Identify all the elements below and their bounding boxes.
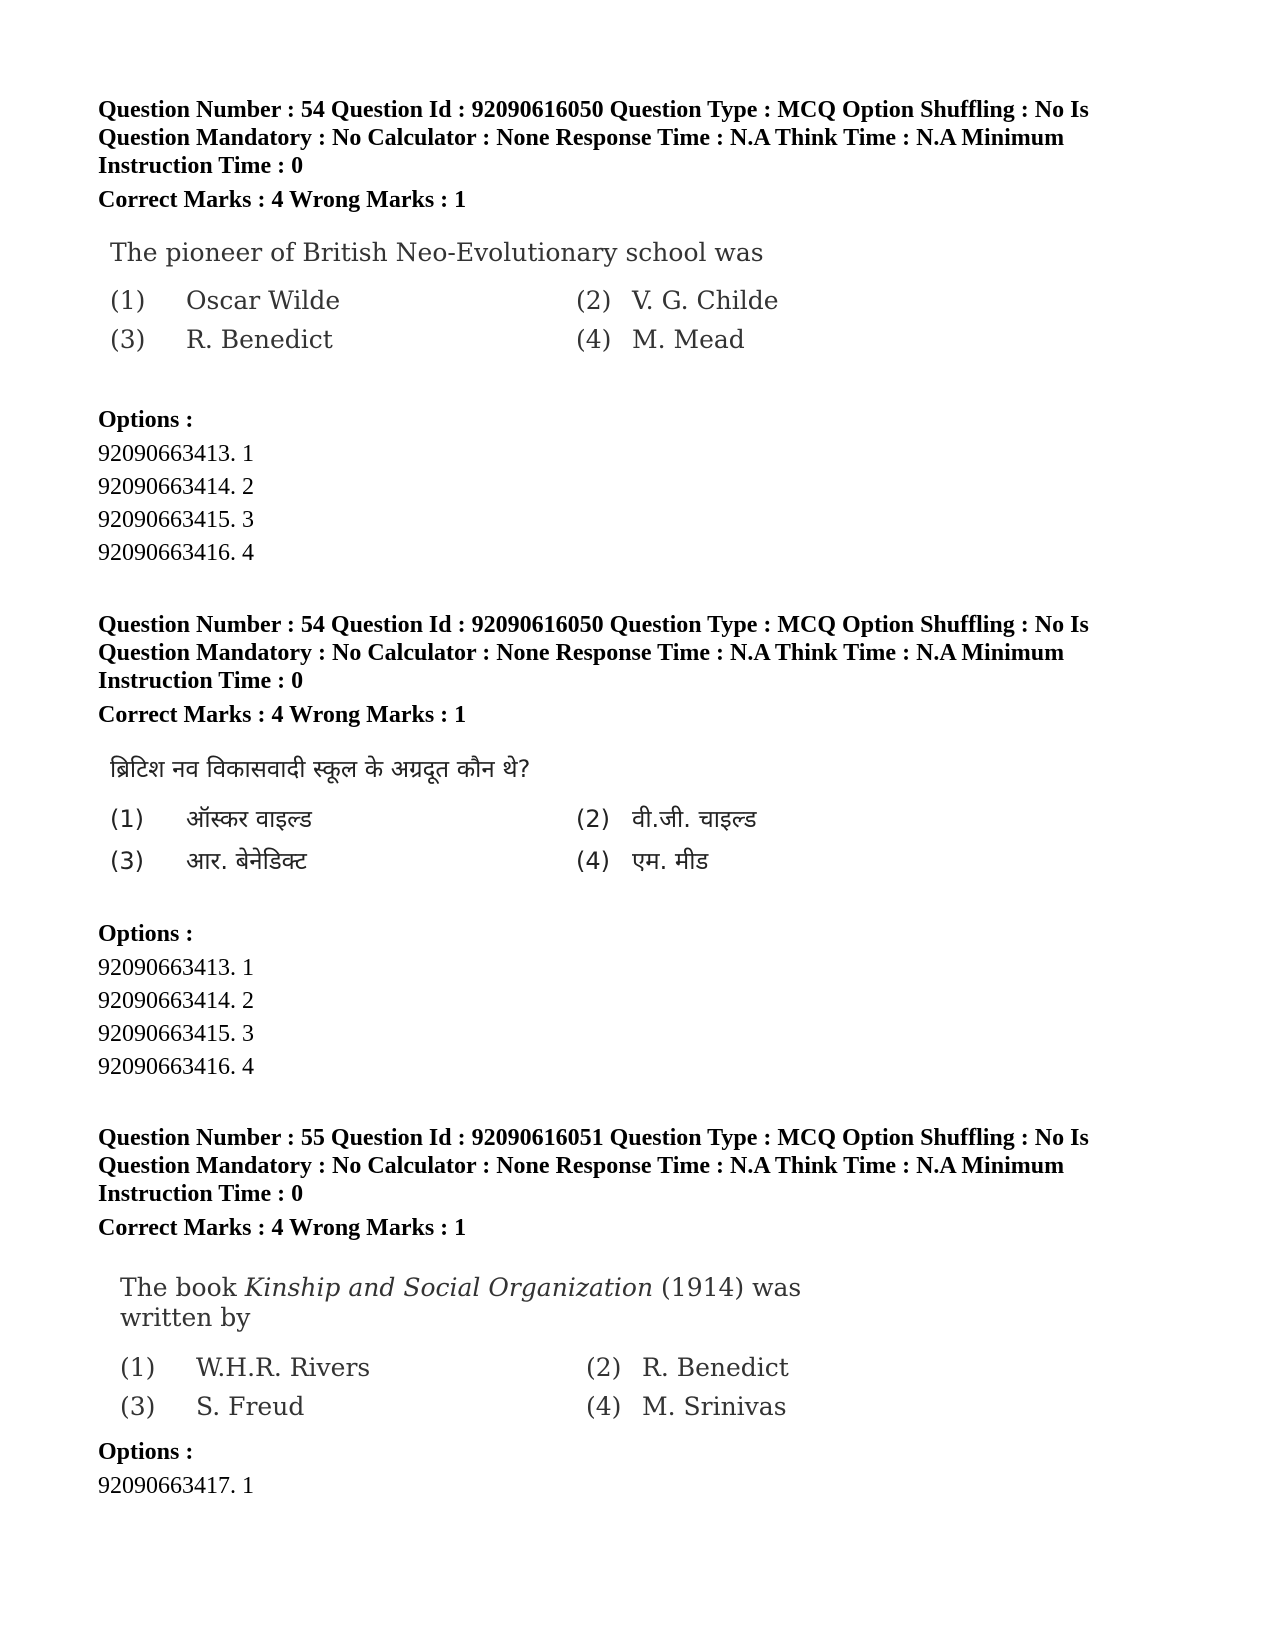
options-label: Options : <box>98 407 194 433</box>
option-id: 92090663417. 1 <box>98 1473 254 1499</box>
question-body-2 <box>110 754 870 888</box>
marks-line: Correct Marks : 4 Wrong Marks : 1 <box>98 702 467 728</box>
choice-grid <box>110 286 870 370</box>
question-header-1 <box>98 96 1188 214</box>
option-id: 92090663415. 3 <box>98 1021 254 1047</box>
choice-2: (2) V. G. Childe <box>576 286 779 315</box>
marks-line: Correct Marks : 4 Wrong Marks : 1 <box>98 1215 467 1241</box>
question-meta-line3: Instruction Time : 0 <box>98 668 304 694</box>
question-meta-line3: Instruction Time : 0 <box>98 153 304 179</box>
option-id: 92090663416. 4 <box>98 540 254 566</box>
choice-4: (4) M. Srinivas <box>586 1392 787 1421</box>
question-text: ब्रिटिश नव विकासवादी स्कूल के अग्रदूत कौन थे? <box>110 755 531 783</box>
choice-1: (1) W.H.R. Rivers <box>120 1353 371 1382</box>
options-label: Options : <box>98 1439 194 1465</box>
question-meta-line1: Question Number : 54 Question Id : 92090616050 Question Type : MCQ Option Shuffling : No Is <box>98 612 1089 638</box>
question-meta-line1: Question Number : 55 Question Id : 92090616051 Question Type : MCQ Option Shuffling : No Is <box>98 1125 1089 1151</box>
option-id: 92090663415. 3 <box>98 507 254 533</box>
choice-1: (1) ऑस्कर वाइल्ड <box>110 805 312 833</box>
choice-1: (1) Oscar Wilde <box>110 286 341 315</box>
choice-4: (4) एम. मीड <box>576 847 709 875</box>
option-id: 92090663416. 4 <box>98 1054 254 1080</box>
book-title: Kinship and Social Organization <box>244 1273 654 1302</box>
choice-3: (3) S. Freud <box>120 1392 305 1421</box>
question-text: The pioneer of British Neo-Evolutionary school was <box>110 238 764 267</box>
question-text: The book Kinship and Social Organization (1914) was written by <box>120 1273 802 1332</box>
choice-3: (3) आर. बेनेडिक्ट <box>110 847 307 875</box>
option-id: 92090663414. 2 <box>98 474 254 500</box>
question-header-3 <box>98 1124 1188 1242</box>
question-meta-line2: Question Mandatory : No Calculator : None Response Time : N.A Think Time : N.A Minimum <box>98 1153 1065 1179</box>
question-body-1 <box>110 238 870 370</box>
question-meta-line3: Instruction Time : 0 <box>98 1181 304 1207</box>
choice-3: (3) R. Benedict <box>110 325 333 354</box>
question-meta-line1: Question Number : 54 Question Id : 92090616050 Question Type : MCQ Option Shuffling : No Is <box>98 97 1089 123</box>
question-header-2 <box>98 611 1188 729</box>
choice-grid <box>110 804 870 888</box>
choice-2: (2) R. Benedict <box>586 1353 789 1382</box>
question-meta-line2: Question Mandatory : No Calculator : None Response Time : N.A Think Time : N.A Minimum <box>98 125 1065 151</box>
question-body-3 <box>120 1273 880 1437</box>
option-id: 92090663413. 1 <box>98 955 254 981</box>
choice-grid <box>120 1353 880 1437</box>
choice-4: (4) M. Mead <box>576 325 745 354</box>
question-meta-line2: Question Mandatory : No Calculator : None Response Time : N.A Think Time : N.A Minimum <box>98 640 1065 666</box>
option-id: 92090663413. 1 <box>98 441 254 467</box>
marks-line: Correct Marks : 4 Wrong Marks : 1 <box>98 187 467 213</box>
choice-2: (2) वी.जी. चाइल्ड <box>576 805 757 833</box>
options-label: Options : <box>98 921 194 947</box>
option-id: 92090663414. 2 <box>98 988 254 1014</box>
